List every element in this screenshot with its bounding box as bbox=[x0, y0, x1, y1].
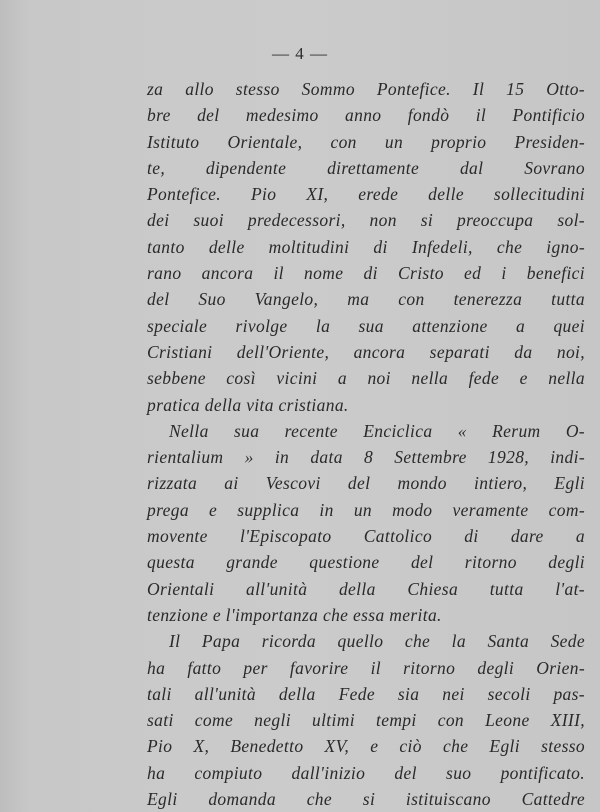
text-line: rientalium » in data 8 Settembre 1928, indi- bbox=[147, 447, 585, 468]
text-line: movente l'Episcopato Cattolico di dare a bbox=[147, 526, 585, 547]
text-line: Egli domanda che si istituiscano Cattedre bbox=[147, 789, 585, 810]
text-line: za allo stesso Sommo Pontefice. Il 15 Otto- bbox=[147, 79, 585, 99]
text-line: Pio X, Benedetto XV, e ciò che Egli stesso bbox=[147, 736, 585, 757]
text-line: tenzione e l'importanza che essa merita. bbox=[147, 604, 442, 625]
text-line: tali all'unità della Fede sia nei secoli pas- bbox=[147, 683, 585, 704]
text-line: Cristiani dell'Oriente, ancora separati da noi, bbox=[147, 341, 585, 362]
text-line: Pontefice. Pio XI, erede delle sollecitudini bbox=[147, 184, 585, 205]
text-line: rizzata ai Vescovi del mondo intiero, Egli bbox=[147, 473, 585, 494]
text-line: sebbene così vicini a noi nella fede e nella bbox=[147, 368, 585, 389]
text-line: tanto delle moltitudini di Infedeli, che igno- bbox=[147, 236, 585, 257]
text-line: questa grande questione del ritorno degli bbox=[147, 552, 585, 573]
text-line: prega e supplica in un modo veramente com- bbox=[147, 499, 585, 520]
text-line: speciale rivolge la sua attenzione a quei bbox=[147, 315, 585, 336]
text-line: del Suo Vangelo, ma con tenerezza tutta bbox=[147, 289, 585, 310]
text-line: Orientali all'unità della Chiesa tutta l'at- bbox=[147, 578, 585, 599]
body-text bbox=[147, 76, 585, 812]
text-line: bre del medesimo anno fondò il Pontificio bbox=[147, 105, 585, 126]
text-line: Il Papa ricorda quello che la Santa Sede bbox=[169, 631, 585, 652]
text-line: sati come negli ultimi tempi con Leone XIII, bbox=[147, 710, 585, 731]
text-line: dei suoi predecessori, non si preoccupa sol- bbox=[147, 210, 585, 231]
text-line: Istituto Orientale, con un proprio Presiden- bbox=[147, 131, 585, 152]
text-line: ha fatto per favorire il ritorno degli Orien- bbox=[147, 657, 585, 678]
text-line: pratica della vita cristiana. bbox=[147, 394, 349, 415]
page-number: — 4 — bbox=[272, 44, 328, 63]
text-line: rano ancora il nome di Cristo ed i benefici bbox=[147, 263, 585, 284]
text-line: Nella sua recente Enciclica « Rerum O- bbox=[169, 420, 585, 441]
text-line: ha compiuto dall'inizio del suo pontificato. bbox=[147, 762, 585, 783]
text-line: te, dipendente direttamente dal Sovrano bbox=[147, 157, 585, 178]
